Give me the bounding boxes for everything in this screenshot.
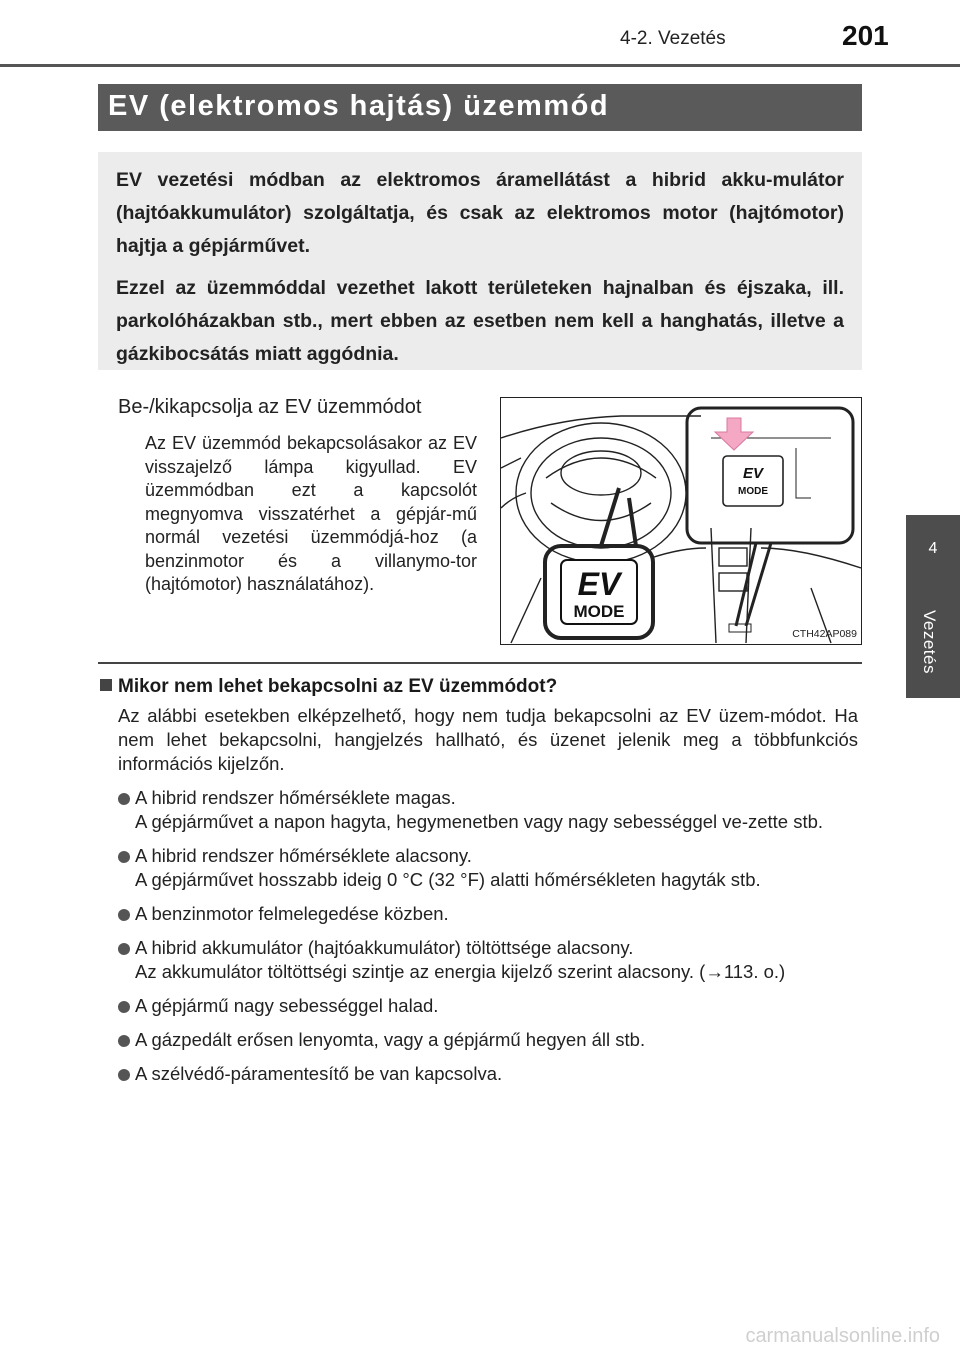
list-item-head: A hibrid rendszer hőmérséklete magas.	[135, 787, 456, 808]
header-rule	[0, 64, 960, 67]
chapter-label: Vezetés	[920, 610, 939, 674]
square-bullet-icon	[100, 679, 112, 691]
list-item-head: A szélvédő-páramentesítő be van kapcsolva.	[135, 1063, 503, 1084]
list-item-detail: Az akkumulátor töltöttségi szintje az energia kijelző szerint alacsony. (→113. o.)	[135, 961, 786, 982]
faq-intro: Az alábbi esetekben elképzelhető, hogy nem tudja bekapcsolni az EV üzem-módot. Ha nem lehet bekapcsolni, hangjelzés hallható, és üzenet jelenik meg a többfunkciós információs kijelzőn.	[118, 705, 858, 774]
figure-code: CTH42AP089	[792, 628, 857, 640]
small-button-mode-text: MODE	[738, 486, 768, 497]
list-item-detail: A gépjárművet a napon hagyta, hegymenetben vagy nagy sebességgel ve-zette stb.	[135, 811, 824, 832]
dashboard-drawing	[501, 398, 861, 644]
large-button-mode-text: MODE	[573, 602, 625, 621]
watermark: carmanualsonline.info	[745, 1325, 940, 1347]
list-item	[118, 1062, 858, 1086]
bullet-dot-icon	[118, 1069, 130, 1081]
step-description: Az EV üzemmód bekapcsolásakor az EV visszajelző lámpa kigyullad. EV üzemmódban ezt a kapcsolót megnyomva visszatérhet a gépjár-mű normál vezetési üzemmódjá-hoz (a benzinmotor és a villanymo-tor (hajtómotor) használatához).	[145, 433, 477, 594]
large-button-ev-text: EV	[577, 566, 621, 602]
list-item-detail: A gépjárművet hosszabb ideig 0 °C (32 °F) alatti hőmérsékleten hagyták stb.	[135, 869, 761, 890]
ev-mode-switch-illustration	[500, 397, 862, 645]
bullet-dot-icon	[118, 1001, 130, 1013]
intro-box	[98, 152, 862, 370]
bullet-dot-icon	[118, 909, 130, 921]
list-item	[118, 786, 858, 834]
list-item	[118, 1028, 858, 1052]
bullet-dot-icon	[118, 851, 130, 863]
intro-paragraph-2: Ezzel az üzemmóddal vezethet lakott területeken hajnalban és éjszaka, ill. parkolóházakban stb., mert ebben az esetben nem kell a hanghatás, illetve a gázkibocsátás miatt aggódnia.	[116, 277, 844, 365]
bullet-dot-icon	[118, 793, 130, 805]
list-item	[118, 936, 858, 984]
section-title: EV (elektromos hajtás) üzemmód	[98, 84, 862, 131]
faq-heading-text: Mikor nem lehet bekapcsolni az EV üzemmódot?	[118, 676, 558, 697]
list-item	[118, 844, 858, 892]
list-item-head: A benzinmotor felmelegedése közben.	[135, 903, 449, 924]
faq-body	[118, 704, 858, 1096]
running-header-section: 4-2. Vezetés	[620, 28, 726, 49]
list-item	[118, 994, 858, 1018]
page-number: 201	[842, 20, 889, 51]
chapter-number: 4	[928, 540, 938, 557]
step-title: Be-/kikapcsolja az EV üzemmódot	[118, 396, 422, 418]
list-item	[118, 902, 858, 926]
intro-paragraph-1: EV vezetési módban az elektromos áramellátást a hibrid akku-mulátor (hajtóakkumulátor) szolgáltatja, és csak az elektromos motor (hajtómotor) hajtja a gépjárművet.	[116, 169, 844, 257]
section-separator	[98, 662, 862, 664]
list-item-head: A gépjármű nagy sebességgel halad.	[135, 995, 439, 1016]
bullet-dot-icon	[118, 943, 130, 955]
faq-heading	[100, 676, 557, 698]
list-item-head: A hibrid akkumulátor (hajtóakkumulátor) töltöttsége alacsony.	[135, 937, 634, 958]
bullet-dot-icon	[118, 1035, 130, 1047]
small-button-ev-text: EV	[742, 465, 764, 482]
list-item-head: A hibrid rendszer hőmérséklete alacsony.	[135, 845, 472, 866]
list-item-head: A gázpedált erősen lenyomta, vagy a gépjármű hegyen áll stb.	[135, 1029, 646, 1050]
